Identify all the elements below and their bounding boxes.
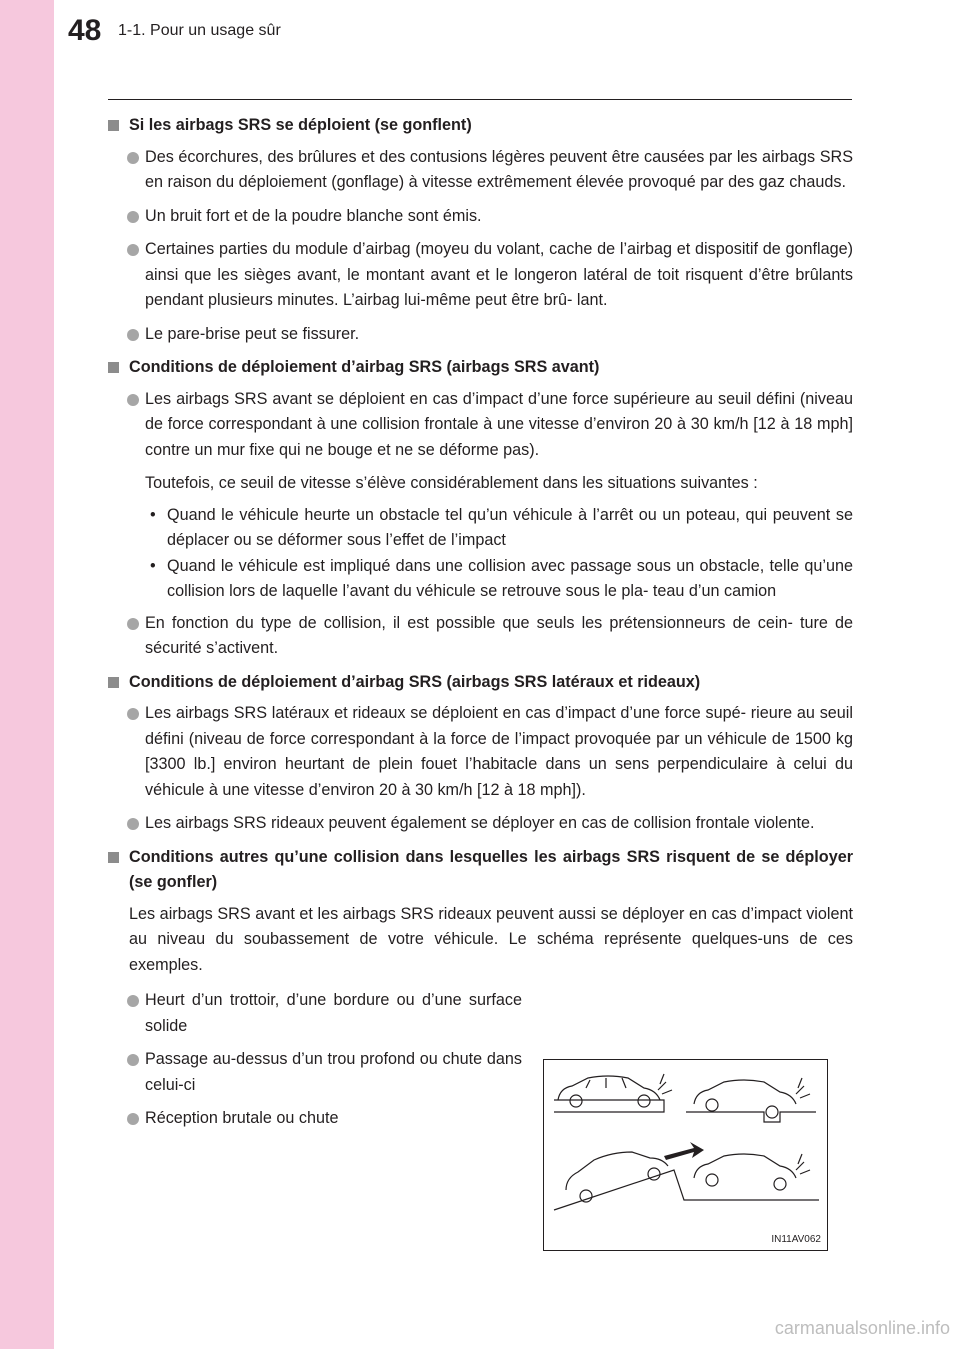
car-landing-icon bbox=[554, 1152, 819, 1210]
square-bullet-icon bbox=[108, 362, 119, 373]
heading-side-curtain-airbags: Conditions de déploiement d’airbag SRS (airbags SRS latéraux et rideaux) bbox=[108, 670, 853, 696]
page-content bbox=[108, 113, 853, 1188]
page-number: 48 bbox=[68, 14, 102, 47]
car-impact-illustration bbox=[544, 1060, 827, 1250]
bullet-item: Heurt d’un trottoir, d’une bordure ou d’une surface solide bbox=[108, 988, 522, 1039]
circle-bullet-icon bbox=[127, 708, 139, 720]
bullet-item: Des écorchures, des brûlures et des contusions légères peuvent être causées par les airbags SRS en raison du déploiement (gonflage) à vitesse extrêmement élevée provoqué par des gaz chauds. bbox=[108, 145, 853, 196]
sub-bullet-item: • Quand le véhicule heurte un obstacle tel qu’un véhicule à l’arrêt ou un poteau, qui peuvent se déplacer ou se déformer sous l’effet de l’impact bbox=[108, 503, 853, 554]
arrow-icon bbox=[664, 1142, 704, 1160]
heading-non-collision: Conditions autres qu’une collision dans lesquelles les airbags SRS risquent de se déployer (se gonfler) bbox=[108, 845, 853, 896]
car-curb-icon bbox=[554, 1074, 672, 1112]
section-header: 1-1. Pour un usage sûr bbox=[118, 22, 281, 39]
note-paragraph: Toutefois, ce seuil de vitesse s’élève considérablement dans les situations suivantes : bbox=[145, 474, 758, 492]
bullet-item: Réception brutale ou chute bbox=[108, 1106, 522, 1132]
car-hole-icon bbox=[686, 1078, 816, 1122]
sub-bullet-item: • Quand le véhicule est impliqué dans une collision avec passage sous un obstacle, telle qu’une collision lors de laquelle l’avant du véhicule se retrouve sous le pla- teau d’un camion bbox=[108, 554, 853, 605]
circle-bullet-icon bbox=[127, 1054, 139, 1066]
bullet-item: Les airbags SRS avant se déploient en cas d’impact d’une force supérieure au seuil défini (niveau de force correspondant à une collision frontale à une vitesse d’environ 20 à 30 km/h [12 à 18 mph] contre un mur fixe qui ne bouge et ne se déforme pas). bbox=[108, 387, 853, 464]
examples-list bbox=[108, 988, 522, 1140]
circle-bullet-icon bbox=[127, 394, 139, 406]
circle-bullet-icon bbox=[127, 818, 139, 830]
dot-bullet-icon: • bbox=[150, 505, 156, 524]
circle-bullet-icon bbox=[127, 211, 139, 223]
illustration-figure bbox=[543, 1059, 828, 1251]
bullet-item: Le pare-brise peut se fissurer. bbox=[108, 322, 853, 348]
bullet-item: En fonction du type de collision, il est possible que seuls les prétensionneurs de cein- ture de sécurité s’activent. bbox=[108, 611, 853, 662]
watermark: carmanualsonline.info bbox=[774, 1318, 950, 1338]
header-divider bbox=[108, 99, 852, 100]
circle-bullet-icon bbox=[127, 152, 139, 164]
circle-bullet-icon bbox=[127, 329, 139, 341]
circle-bullet-icon bbox=[127, 244, 139, 256]
bullet-item: Un bruit fort et de la poudre blanche sont émis. bbox=[108, 204, 853, 230]
circle-bullet-icon bbox=[127, 1113, 139, 1125]
figure-code: IN11AV062 bbox=[771, 1234, 821, 1245]
bullet-item: Les airbags SRS latéraux et rideaux se déploient en cas d’impact d’une force supé- rieure au seuil défini (niveau de force correspondant à la force de l’impact provoquée par un véhicule de 1500 kg [3300 lb.] environ heurtant de plein fouet l’habitacle dans un sens perpendiculaire à celui du véhicule à une vitesse d’environ 20 à 30 km/h [12 à 18 mph]). bbox=[108, 701, 853, 803]
circle-bullet-icon bbox=[127, 995, 139, 1007]
square-bullet-icon bbox=[108, 677, 119, 688]
square-bullet-icon bbox=[108, 852, 119, 863]
square-bullet-icon bbox=[108, 120, 119, 131]
bullet-item: Les airbags SRS rideaux peuvent également se déployer en cas de collision frontale violente. bbox=[108, 811, 853, 837]
bullet-item: Certaines parties du module d’airbag (moyeu du volant, cache de l’airbag et dispositif de gonflage) ainsi que les sièges avant, le montant avant et le longeron latéral de toit risquent d’être brûlants pendant plusieurs minutes. L’airbag lui-même peut être brû- lant. bbox=[108, 237, 853, 314]
circle-bullet-icon bbox=[127, 618, 139, 630]
dot-bullet-icon: • bbox=[150, 556, 156, 575]
intro-paragraph: Les airbags SRS avant et les airbags SRS rideaux peuvent aussi se déployer en cas d’impact violent au niveau du soubassement de votre véhicule. Le schéma représente quelques-uns de ces exemples. bbox=[129, 904, 853, 974]
bullet-item: Passage au-dessus d’un trou profond ou chute dans celui-ci bbox=[108, 1047, 522, 1098]
heading-front-airbags: Conditions de déploiement d’airbag SRS (airbags SRS avant) bbox=[108, 355, 853, 381]
heading-deployment: Si les airbags SRS se déploient (se gonflent) bbox=[108, 113, 853, 139]
page-side-tab bbox=[0, 0, 54, 1349]
